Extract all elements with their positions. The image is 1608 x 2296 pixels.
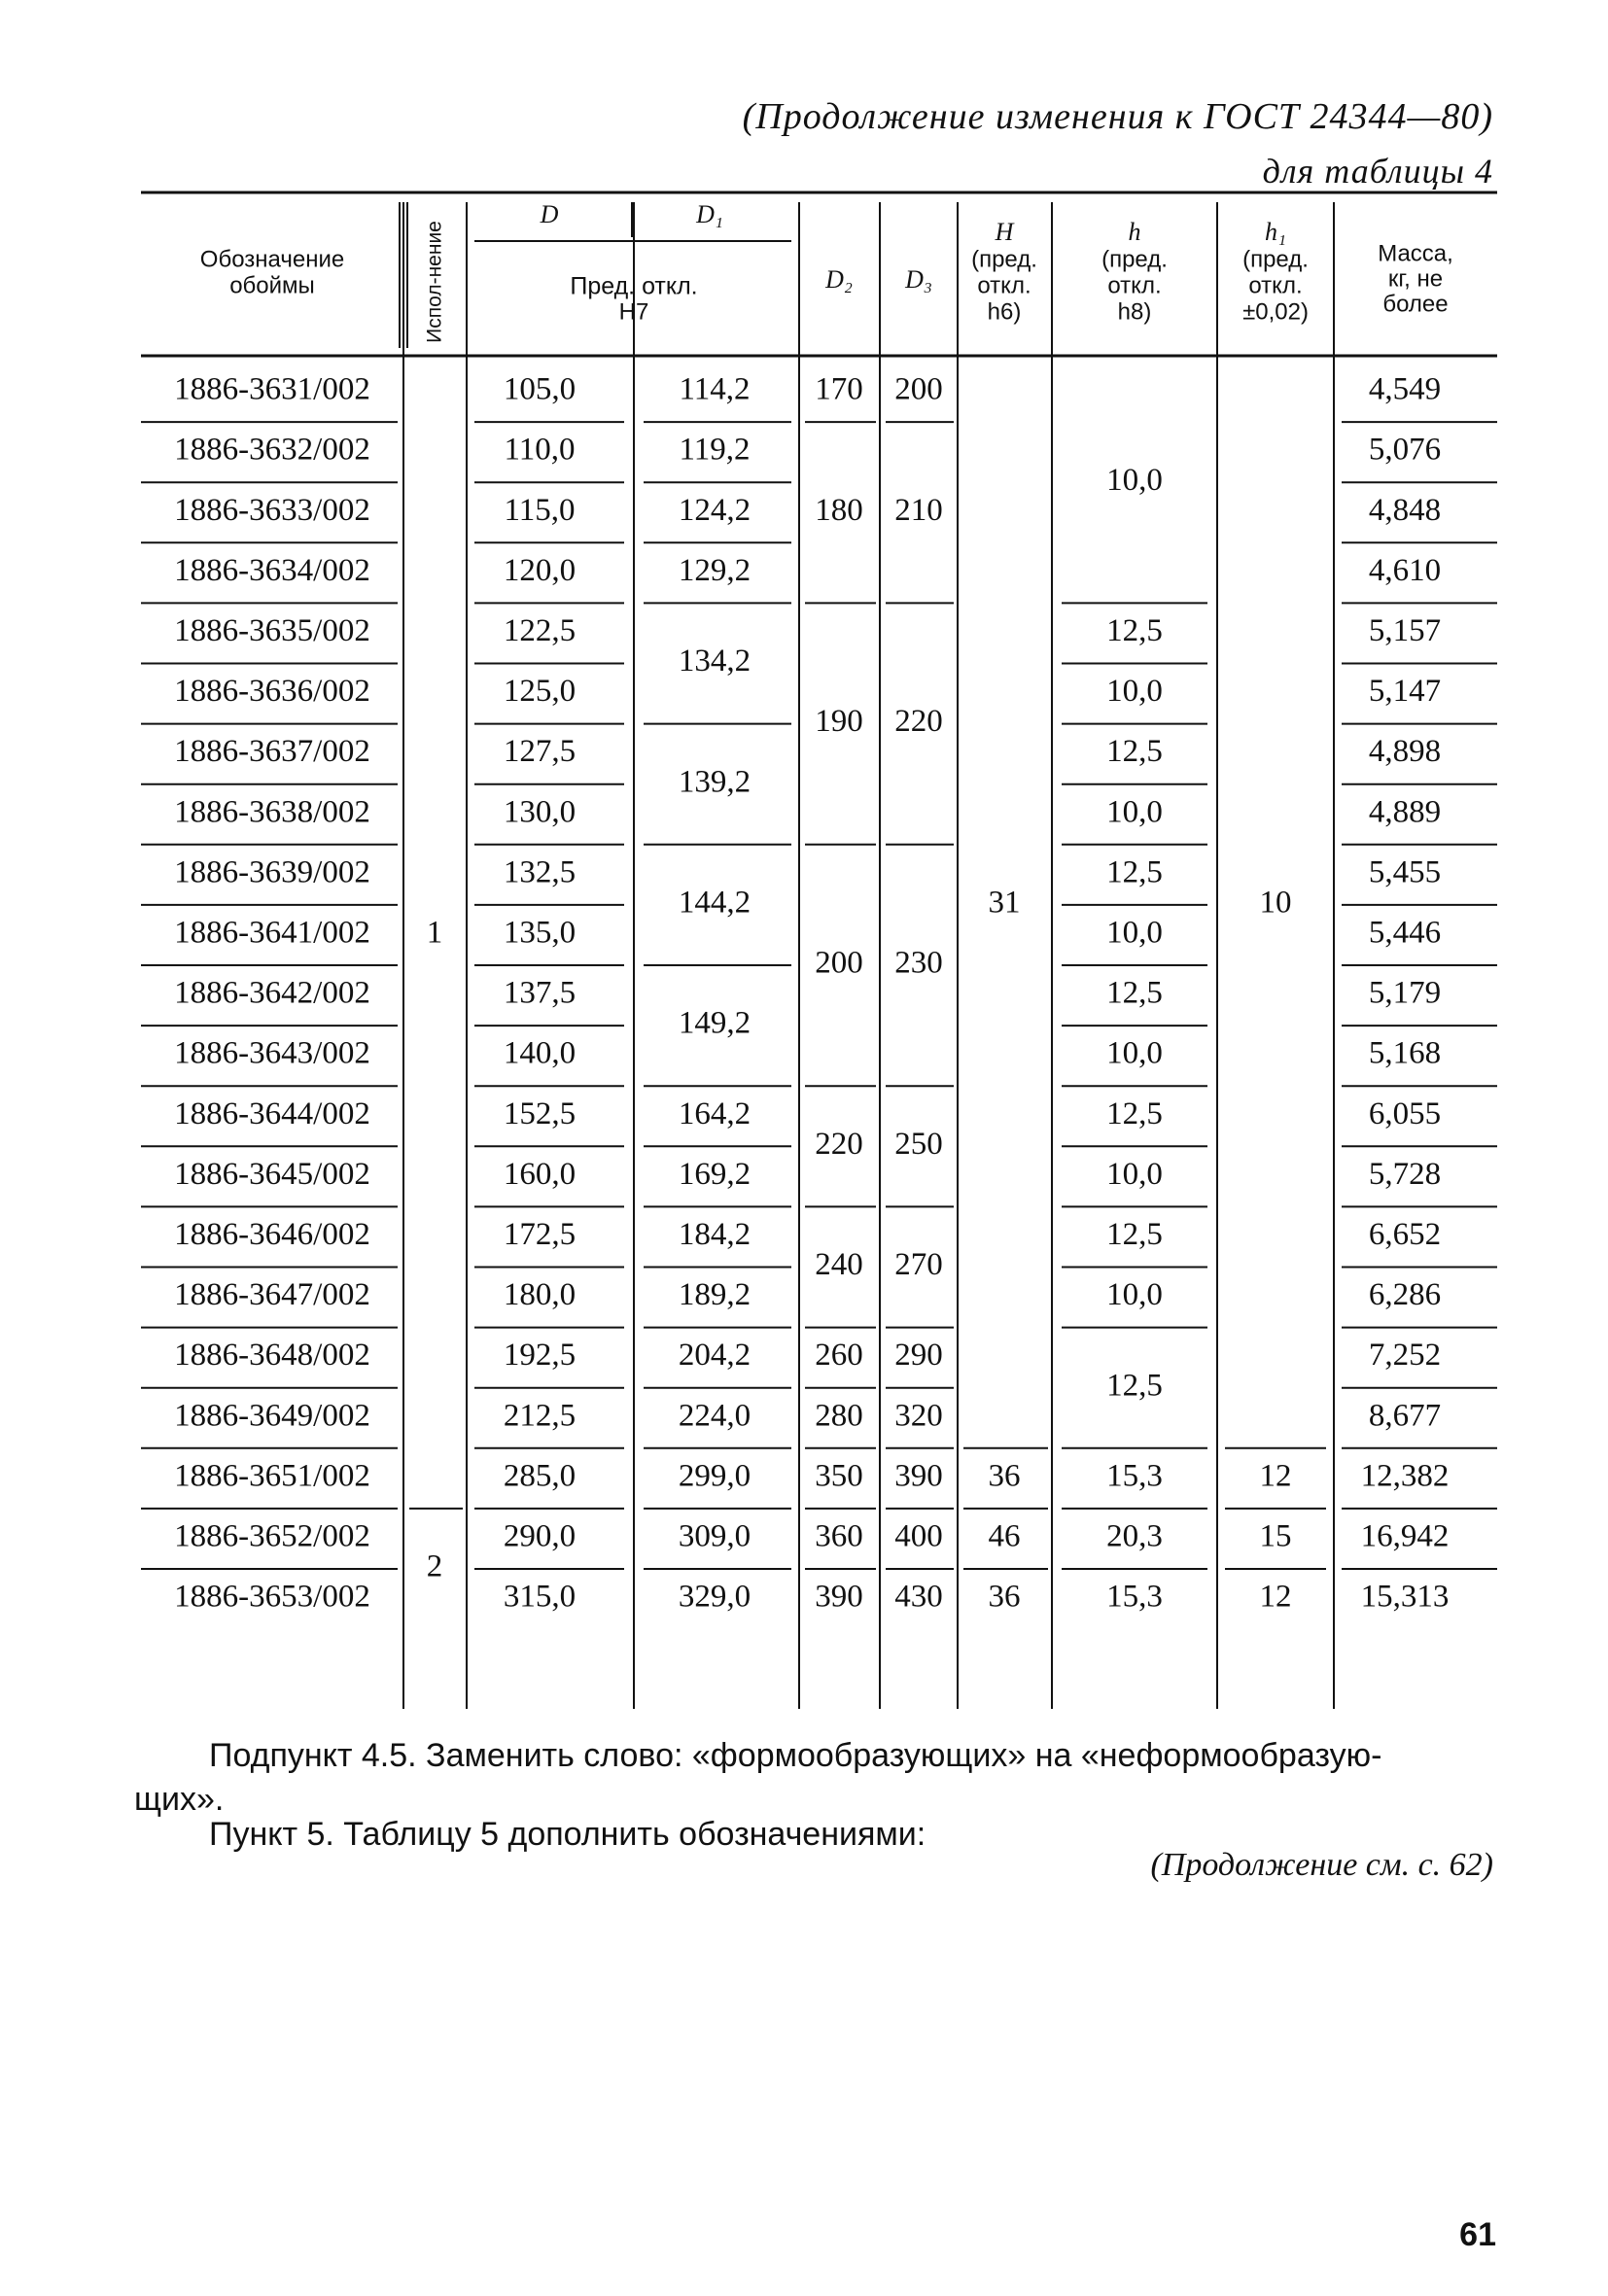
d3-cell: 250 [894,1126,943,1162]
header-h-small: (пред. [1101,246,1168,273]
designation-cell: 1886-3643/002 [174,1035,370,1071]
d-cell: 140,0 [503,1035,577,1071]
mass-cell: 5,446 [1368,915,1442,951]
d-cell: 212,5 [503,1398,577,1434]
d2-cell: 180 [815,492,863,528]
d1-cell: 134,2 [678,644,752,679]
d1-cell: 299,0 [678,1458,752,1494]
mass-cell: 5,157 [1368,613,1442,649]
designation-cell: 1886-3632/002 [174,432,370,468]
d-cell: 290,0 [503,1518,577,1554]
h-small-cell: 20,3 [1106,1518,1163,1554]
d3-cell: 270 [894,1247,943,1283]
page-number: 61 [1459,2216,1496,2253]
h1-cell: 10 [1259,885,1292,921]
designation-cell: 1886-3644/002 [174,1096,370,1131]
d3-cell: 230 [894,945,943,981]
d1-cell: 124,2 [678,492,752,528]
mass-cell: 4,889 [1368,794,1442,830]
header-h1: откл. [1248,272,1303,299]
header-mass: более [1382,291,1449,318]
d2-cell: 260 [815,1338,863,1374]
h-small-cell: 10,0 [1106,462,1163,498]
d1-cell: 129,2 [678,552,752,588]
designation-cell: 1886-3651/002 [174,1458,370,1494]
h-small-cell: 15,3 [1106,1579,1163,1615]
continued-note: (Продолжение см. с. 62) [1150,1847,1493,1883]
d1-cell: 164,2 [678,1096,752,1131]
d2-cell: 200 [815,945,863,981]
mass-cell: 6,055 [1368,1096,1442,1131]
mass-cell: 5,076 [1368,432,1442,468]
header-d: D [540,199,559,228]
designation-cell: 1886-3637/002 [174,734,370,770]
d-cell: 127,5 [503,734,577,770]
header-h-big: откл. [977,272,1031,299]
header-d1: D₁ [696,199,723,228]
d-cell: 105,0 [503,371,577,407]
d-cell: 160,0 [503,1156,577,1192]
designation-cell: 1886-3652/002 [174,1518,370,1554]
d1-cell: 224,0 [678,1398,752,1434]
designation-cell: 1886-3645/002 [174,1156,370,1192]
header-h1: (пред. [1242,246,1309,273]
mass-cell: 12,382 [1360,1458,1450,1494]
h-small-cell: 12,5 [1106,854,1163,890]
d2-cell: 220 [815,1126,863,1162]
d-cell: 132,5 [503,854,577,890]
header-h-small: откл. [1107,272,1162,299]
d1-cell: 144,2 [678,885,752,921]
h-big-cell: 46 [988,1518,1021,1554]
h-big-cell: 36 [988,1458,1021,1494]
designation-cell: 1886-3633/002 [174,492,370,528]
header-d2: D₂ [825,264,853,294]
d-cell: 192,5 [503,1338,577,1374]
d2-cell: 280 [815,1398,863,1434]
h1-cell: 15 [1259,1518,1292,1554]
mass-cell: 4,549 [1368,371,1442,407]
header-h1: h₁ [1264,217,1287,246]
note-clause-5: Пункт 5. Таблицу 5 дополнить обозначениями: [209,1816,926,1853]
d3-cell: 320 [894,1398,943,1434]
mass-cell: 6,652 [1368,1217,1442,1253]
header-execution: Испол-нение [423,221,446,343]
header-mass: кг, не [1387,265,1444,293]
note-subclause-4-5-continued: щих». [134,1781,225,1818]
h-small-cell: 12,5 [1106,1368,1163,1404]
d-cell: 152,5 [503,1096,577,1131]
d2-cell: 360 [815,1518,863,1554]
d-cell: 137,5 [503,975,577,1011]
h-small-cell: 10,0 [1106,1035,1163,1071]
d1-cell: 309,0 [678,1518,752,1554]
designation-cell: 1886-3646/002 [174,1217,370,1253]
mass-cell: 4,898 [1368,734,1442,770]
designation-cell: 1886-3631/002 [174,371,370,407]
h-small-cell: 12,5 [1106,613,1163,649]
d2-cell: 240 [815,1247,863,1283]
d1-cell: 114,2 [679,371,751,407]
header-h-big: (пред. [971,246,1037,273]
mass-cell: 5,455 [1368,854,1442,890]
mass-cell: 5,168 [1368,1035,1442,1071]
mass-cell: 8,677 [1368,1398,1442,1434]
designation-cell: 1886-3636/002 [174,674,370,710]
d1-cell: 204,2 [678,1338,752,1374]
h1-cell: 12 [1259,1579,1292,1615]
mass-cell: 6,286 [1368,1277,1442,1313]
d2-cell: 350 [815,1458,863,1494]
designation-cell: 1886-3639/002 [174,854,370,890]
mass-cell: 4,610 [1368,552,1442,588]
d3-cell: 210 [894,492,943,528]
page-header-title: (Продолжение изменения к ГОСТ 24344—80) [742,96,1493,137]
d2-cell: 170 [815,371,863,407]
d-cell: 172,5 [503,1217,577,1253]
designation-cell: 1886-3642/002 [174,975,370,1011]
designation-cell: 1886-3648/002 [174,1338,370,1374]
designation-cell: 1886-3638/002 [174,794,370,830]
designation-cell: 1886-3635/002 [174,613,370,649]
d2-cell: 190 [815,704,863,740]
d1-cell: 184,2 [678,1217,752,1253]
d3-cell: 430 [894,1579,943,1615]
h-small-cell: 15,3 [1106,1458,1163,1494]
h-small-cell: 12,5 [1106,1217,1163,1253]
designation-cell: 1886-3634/002 [174,552,370,588]
mass-cell: 7,252 [1368,1338,1442,1374]
d3-cell: 400 [894,1518,943,1554]
mass-cell: 4,848 [1368,492,1442,528]
d2-cell: 390 [815,1579,863,1615]
mass-cell: 5,147 [1368,674,1442,710]
h1-cell: 12 [1259,1458,1292,1494]
h-small-cell: 10,0 [1106,674,1163,710]
header-h1: ±0,02) [1242,298,1309,326]
header-designation: обоймы [229,272,315,299]
d1-cell: 149,2 [678,1005,752,1041]
mass-cell: 16,942 [1360,1518,1450,1554]
d-cell: 180,0 [503,1277,577,1313]
designation-cell: 1886-3641/002 [174,915,370,951]
d-cell: 125,0 [503,674,577,710]
h-small-cell: 12,5 [1106,975,1163,1011]
h-small-cell: 10,0 [1106,915,1163,951]
d3-cell: 200 [894,371,943,407]
h-small-cell: 12,5 [1106,734,1163,770]
d-cell: 120,0 [503,552,577,588]
page-header-subtitle: для таблицы 4 [1262,152,1493,191]
header-tolerance-h7: H7 [618,298,649,326]
designation-cell: 1886-3653/002 [174,1579,370,1615]
d-cell: 285,0 [503,1458,577,1494]
header-h-small: h8) [1117,298,1152,326]
header-designation: Обозначение [199,246,345,273]
h-big-cell: 31 [988,885,1021,921]
h-small-cell: 10,0 [1106,1277,1163,1313]
note-subclause-4-5: Подпункт 4.5. Заменить слово: «формообразующих» на «неформообразую- [209,1737,1382,1774]
h-small-cell: 10,0 [1106,1156,1163,1192]
header-mass: Масса, [1378,240,1453,267]
d1-cell: 189,2 [678,1277,752,1313]
d-cell: 130,0 [503,794,577,830]
d-cell: 110,0 [504,432,576,468]
d3-cell: 220 [894,704,943,740]
mass-cell: 5,179 [1368,975,1442,1011]
h-small-cell: 10,0 [1106,794,1163,830]
d-cell: 122,5 [503,613,577,649]
d1-cell: 329,0 [678,1579,752,1615]
header-tolerance-h7: Пред. откл. [570,272,698,300]
designation-cell: 1886-3647/002 [174,1277,370,1313]
d3-cell: 390 [894,1458,943,1494]
execution-cell: 1 [426,915,443,951]
designation-cell: 1886-3649/002 [174,1398,370,1434]
d1-cell: 119,2 [679,432,751,468]
header-d3: D₃ [905,264,932,294]
execution-cell: 2 [426,1548,443,1584]
d1-cell: 139,2 [678,764,752,800]
d1-cell: 169,2 [678,1156,752,1192]
header-h-big: H [995,217,1014,246]
h-small-cell: 12,5 [1106,1096,1163,1131]
header-h-big: h6) [987,298,1022,326]
d-cell: 115,0 [504,492,576,528]
header-h-small: h [1128,217,1141,246]
d-cell: 135,0 [503,915,577,951]
d3-cell: 290 [894,1338,943,1374]
h-big-cell: 36 [988,1579,1021,1615]
mass-cell: 15,313 [1360,1579,1450,1615]
mass-cell: 5,728 [1368,1156,1442,1192]
d-cell: 315,0 [503,1579,577,1615]
